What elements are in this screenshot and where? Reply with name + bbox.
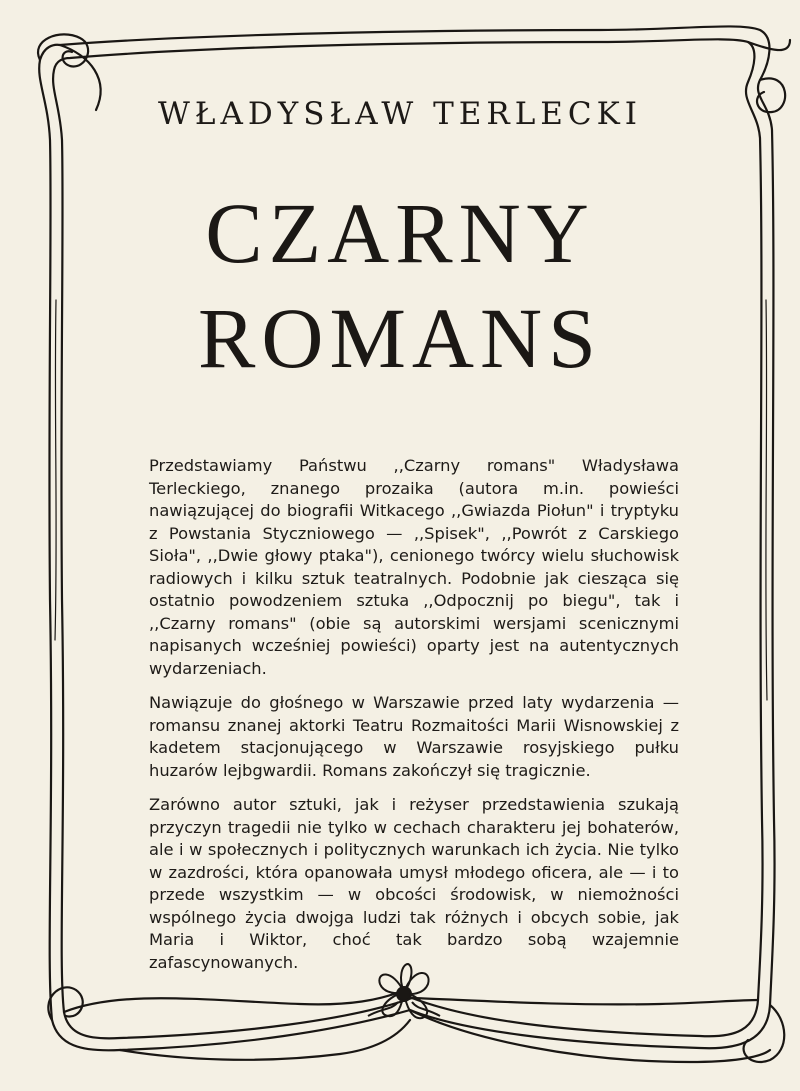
- description-text: [149, 455, 679, 986]
- description-paragraph-2: Nawiązuje do głośnego w Warszawie przed laty wydarzenia — romansu znanej aktorki Teatru Rozmaitości Marii Wisnowskiej z kadetem stacjonującego w Warszawie rosyjskiego pułku huzarów lejbgwardii. Romans zakończył się tragicznie.: [149, 693, 679, 780]
- description-paragraph-3: Zarówno autor sztuki, jak i reżyser przedstawienia szukają przyczyn tragedii nie tylko w cechach charakteru jej bohaterów, ale i w społecznych i politycznych warunkach ich życia. Nie tylko w zazdrości, która opanowała umysł młodego oficera, ale — i to przede wszystkim — w obcości środowisk, w niemożności wspólnego życia dwojga ludzi tak różnych i obcych sobie, jak Maria i Wiktor, choć tak bardzo sobą wzajemnie zafascynowanych.: [149, 795, 679, 972]
- author-name: WŁADYSŁAW TERLECKI: [157, 96, 643, 132]
- title-line-1: CZARNY: [205, 185, 595, 281]
- title-line-2: ROMANS: [198, 290, 602, 386]
- description-paragraph-1: Przedstawiamy Państwu ,,Czarny romans" Władysława Terleckiego, znanego prozaika (autora m.in. powieści nawiązującej do biografii Witkacego ,,Gwiazda Piołun" i tryptyku z Powstania Styczniowego — ,,Spisek", ,,Powrót z Carskiego Sioła", ,,Dwie głowy ptaka"), cenionego twórcy wielu słuchowisk radiowych i kilku sztuk teatralnych. Podobnie jak ciesząca się ostatnio powodzeniem sztuka ,,Odpocznij po biegu", tak i ,,Czarny romans" (obie są autorskimi wersjami scenicznymi napisanych wcześniej powieści) oparty jest na autentycznych wydarzeniach.: [149, 456, 679, 678]
